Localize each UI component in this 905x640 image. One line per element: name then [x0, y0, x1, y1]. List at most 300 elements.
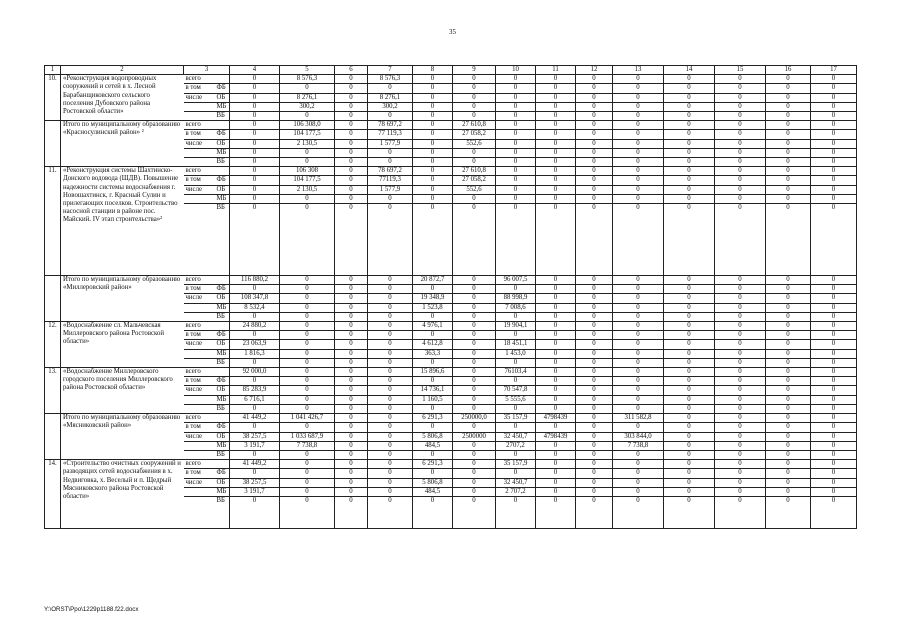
- source-label: всего: [184, 368, 215, 377]
- value-cell: 0: [230, 285, 280, 294]
- value-cell: 1 523,8: [413, 303, 453, 312]
- row-number: [45, 121, 61, 167]
- value-cell: 0: [496, 496, 536, 528]
- funding-source: [215, 167, 230, 176]
- value-cell: 0: [536, 450, 576, 459]
- value-cell: 0: [335, 130, 368, 139]
- value-cell: 0: [715, 130, 766, 139]
- value-cell: 0: [576, 349, 613, 358]
- value-cell: 0: [335, 441, 368, 450]
- value-cell: 0: [453, 276, 496, 285]
- value-cell: 0: [664, 102, 715, 111]
- value-cell: 0: [453, 322, 496, 331]
- value-cell: 0: [715, 469, 766, 478]
- value-cell: 0: [536, 130, 576, 139]
- value-cell: 0: [230, 148, 280, 157]
- value-cell: 0: [613, 368, 664, 377]
- value-cell: 0: [536, 358, 576, 367]
- funding-source: МБ: [215, 395, 230, 404]
- value-cell: 0: [496, 285, 536, 294]
- value-cell: 0: [536, 285, 576, 294]
- value-cell: 0: [811, 423, 857, 432]
- value-cell: 0: [715, 349, 766, 358]
- value-cell: 77 119,3: [368, 130, 413, 139]
- value-cell: 0: [664, 312, 715, 321]
- value-cell: 0: [811, 176, 857, 185]
- value-cell: 7 008,6: [496, 303, 536, 312]
- source-label: [184, 395, 215, 404]
- value-cell: 0: [576, 285, 613, 294]
- value-cell: 0: [335, 368, 368, 377]
- value-cell: 0: [766, 358, 811, 367]
- value-cell: 0: [453, 204, 496, 276]
- value-cell: 5 806,8: [413, 478, 453, 487]
- value-cell: 0: [664, 93, 715, 102]
- value-cell: 0: [811, 432, 857, 441]
- value-cell: 0: [664, 294, 715, 303]
- value-cell: 0: [230, 130, 280, 139]
- row-number: 10.: [45, 75, 61, 121]
- source-label: [184, 303, 215, 312]
- source-label: числе: [184, 386, 215, 395]
- funding-source: ФБ: [215, 423, 230, 432]
- value-cell: 4 612,8: [413, 340, 453, 349]
- value-cell: 0: [368, 349, 413, 358]
- row-number: 12.: [45, 322, 61, 368]
- value-cell: 0: [536, 368, 576, 377]
- value-cell: 0: [811, 322, 857, 331]
- value-cell: 0: [613, 487, 664, 496]
- value-cell: 0: [453, 194, 496, 203]
- value-cell: 0: [280, 285, 335, 294]
- value-cell: 0: [496, 158, 536, 167]
- value-cell: 0: [280, 460, 335, 469]
- value-cell: 0: [453, 368, 496, 377]
- value-cell: 6 291,3: [413, 460, 453, 469]
- value-cell: 484,5: [413, 441, 453, 450]
- value-cell: 106 308: [280, 167, 335, 176]
- value-cell: 0: [613, 331, 664, 340]
- value-cell: 0: [576, 194, 613, 203]
- funding-source: [215, 322, 230, 331]
- source-label: числе: [184, 139, 215, 148]
- value-cell: 0: [715, 340, 766, 349]
- source-label: [184, 404, 215, 413]
- source-label: всего: [184, 276, 215, 285]
- value-cell: 0: [715, 176, 766, 185]
- value-cell: 0: [664, 303, 715, 312]
- value-cell: 0: [811, 414, 857, 423]
- value-cell: 0: [576, 478, 613, 487]
- value-cell: 0: [496, 450, 536, 459]
- funding-source: ФБ: [215, 285, 230, 294]
- value-cell: 0: [664, 204, 715, 276]
- funding-source: ВБ: [215, 158, 230, 167]
- value-cell: 0: [664, 496, 715, 528]
- value-cell: 0: [576, 294, 613, 303]
- value-cell: 76103,4: [496, 368, 536, 377]
- value-cell: 0: [413, 469, 453, 478]
- funding-source: ФБ: [215, 176, 230, 185]
- value-cell: 0: [613, 303, 664, 312]
- header-cell: 5: [280, 66, 335, 75]
- value-cell: 106 308,0: [280, 121, 335, 130]
- value-cell: 0: [536, 487, 576, 496]
- header-cell: 3: [184, 66, 230, 75]
- value-cell: 0: [766, 148, 811, 157]
- value-cell: 0: [766, 285, 811, 294]
- value-cell: 0: [413, 176, 453, 185]
- value-cell: 1 816,3: [230, 349, 280, 358]
- funding-source: МБ: [215, 441, 230, 450]
- value-cell: 0: [613, 121, 664, 130]
- value-cell: 0: [453, 450, 496, 459]
- funding-source: ВБ: [215, 450, 230, 459]
- value-cell: 0: [811, 130, 857, 139]
- funding-source: ВБ: [215, 496, 230, 528]
- value-cell: 0: [335, 340, 368, 349]
- value-cell: 0: [576, 75, 613, 84]
- value-cell: 0: [811, 84, 857, 93]
- value-cell: 27 610,8: [453, 167, 496, 176]
- funding-source: [215, 75, 230, 84]
- value-cell: 0: [811, 139, 857, 148]
- funding-source: ВБ: [215, 358, 230, 367]
- value-cell: 0: [811, 167, 857, 176]
- value-cell: 0: [368, 84, 413, 93]
- value-cell: 0: [766, 303, 811, 312]
- value-cell: 0: [811, 112, 857, 121]
- value-cell: 0: [536, 102, 576, 111]
- table-row: [45, 121, 857, 130]
- value-cell: 0: [496, 469, 536, 478]
- header-cell: 14: [664, 66, 715, 75]
- value-cell: 0: [368, 414, 413, 423]
- value-cell: 0: [811, 75, 857, 84]
- value-cell: 0: [715, 460, 766, 469]
- value-cell: 0: [811, 158, 857, 167]
- header-cell: 1: [45, 66, 61, 75]
- funding-source: ФБ: [215, 130, 230, 139]
- value-cell: 1 453,0: [496, 349, 536, 358]
- value-cell: 0: [368, 395, 413, 404]
- value-cell: 0: [766, 414, 811, 423]
- value-cell: 0: [664, 368, 715, 377]
- funding-source: МБ: [215, 303, 230, 312]
- value-cell: 0: [536, 423, 576, 432]
- value-cell: 0: [576, 496, 613, 528]
- value-cell: 0: [335, 460, 368, 469]
- value-cell: 0: [368, 276, 413, 285]
- value-cell: 0: [230, 312, 280, 321]
- source-label: в том: [184, 130, 215, 139]
- value-cell: 0: [766, 487, 811, 496]
- funding-source: МБ: [215, 349, 230, 358]
- source-label: [184, 102, 215, 111]
- value-cell: 8 576,3: [280, 75, 335, 84]
- value-cell: 0: [811, 496, 857, 528]
- value-cell: 0: [335, 349, 368, 358]
- value-cell: 0: [715, 158, 766, 167]
- value-cell: 0: [536, 158, 576, 167]
- value-cell: 0: [766, 276, 811, 285]
- value-cell: 0: [368, 358, 413, 367]
- value-cell: 0: [280, 487, 335, 496]
- funding-source: ФБ: [215, 469, 230, 478]
- value-cell: 0: [576, 331, 613, 340]
- value-cell: 0: [335, 312, 368, 321]
- value-cell: 0: [413, 130, 453, 139]
- value-cell: 0: [715, 312, 766, 321]
- value-cell: 108 347,8: [230, 294, 280, 303]
- source-label: числе: [184, 185, 215, 194]
- value-cell: 0: [335, 185, 368, 194]
- value-cell: 0: [715, 331, 766, 340]
- value-cell: 0: [664, 185, 715, 194]
- value-cell: 0: [613, 93, 664, 102]
- value-cell: 0: [453, 303, 496, 312]
- source-label: всего: [184, 75, 215, 84]
- value-cell: 0: [715, 84, 766, 93]
- value-cell: 0: [536, 340, 576, 349]
- header-cell: 6: [335, 66, 368, 75]
- value-cell: 0: [715, 496, 766, 528]
- value-cell: 0: [453, 331, 496, 340]
- value-cell: 0: [811, 194, 857, 203]
- value-cell: 0: [413, 423, 453, 432]
- value-cell: 0: [664, 112, 715, 121]
- value-cell: 0: [453, 312, 496, 321]
- source-label: числе: [184, 432, 215, 441]
- value-cell: 0: [811, 349, 857, 358]
- funding-source: ОБ: [215, 386, 230, 395]
- value-cell: 0: [576, 139, 613, 148]
- value-cell: 8 276,1: [280, 93, 335, 102]
- value-cell: 0: [715, 386, 766, 395]
- value-cell: 0: [576, 487, 613, 496]
- value-cell: 85 283,9: [230, 386, 280, 395]
- value-cell: 0: [280, 340, 335, 349]
- value-cell: 0: [280, 386, 335, 395]
- value-cell: 0: [715, 167, 766, 176]
- value-cell: 0: [664, 139, 715, 148]
- value-cell: 0: [335, 276, 368, 285]
- value-cell: 0: [496, 423, 536, 432]
- table-row: [45, 276, 857, 285]
- value-cell: 0: [613, 294, 664, 303]
- value-cell: 0: [230, 469, 280, 478]
- funding-source: ФБ: [215, 377, 230, 386]
- value-cell: 0: [576, 368, 613, 377]
- value-cell: 0: [280, 303, 335, 312]
- value-cell: 0: [766, 93, 811, 102]
- value-cell: 104 177,5: [280, 130, 335, 139]
- value-cell: 0: [811, 368, 857, 377]
- value-cell: 0: [230, 121, 280, 130]
- value-cell: 0: [536, 395, 576, 404]
- value-cell: 0: [715, 294, 766, 303]
- funding-source: [215, 460, 230, 469]
- value-cell: 0: [536, 303, 576, 312]
- value-cell: 0: [496, 84, 536, 93]
- value-cell: 0: [280, 478, 335, 487]
- value-cell: 0: [368, 312, 413, 321]
- header-cell: 16: [766, 66, 811, 75]
- value-cell: 0: [664, 478, 715, 487]
- value-cell: 0: [613, 469, 664, 478]
- value-cell: 0: [811, 469, 857, 478]
- value-cell: 0: [335, 167, 368, 176]
- value-cell: 0: [766, 176, 811, 185]
- value-cell: 0: [811, 404, 857, 413]
- value-cell: 0: [335, 158, 368, 167]
- value-cell: 0: [335, 75, 368, 84]
- value-cell: 0: [536, 441, 576, 450]
- value-cell: 0: [766, 167, 811, 176]
- value-cell: 0: [664, 167, 715, 176]
- table-row: [45, 322, 857, 331]
- source-label: всего: [184, 121, 215, 130]
- value-cell: 0: [766, 432, 811, 441]
- value-cell: 7 738,8: [613, 441, 664, 450]
- value-cell: 0: [335, 386, 368, 395]
- value-cell: 0: [576, 276, 613, 285]
- value-cell: 0: [280, 395, 335, 404]
- value-cell: 0: [613, 194, 664, 203]
- value-cell: 0: [715, 276, 766, 285]
- value-cell: 0: [613, 340, 664, 349]
- value-cell: 0: [413, 112, 453, 121]
- value-cell: 0: [335, 176, 368, 185]
- value-cell: 0: [335, 322, 368, 331]
- funding-source: ОБ: [215, 294, 230, 303]
- source-label: в том: [184, 285, 215, 294]
- value-cell: 0: [368, 194, 413, 203]
- value-cell: 0: [368, 487, 413, 496]
- value-cell: 92 000,0: [230, 368, 280, 377]
- value-cell: 0: [613, 450, 664, 459]
- value-cell: 0: [664, 414, 715, 423]
- value-cell: 0: [664, 276, 715, 285]
- value-cell: 0: [715, 204, 766, 276]
- source-label: [184, 312, 215, 321]
- value-cell: 0: [576, 469, 613, 478]
- value-cell: 0: [230, 185, 280, 194]
- value-cell: 0: [230, 84, 280, 93]
- value-cell: 0: [766, 204, 811, 276]
- value-cell: 0: [664, 158, 715, 167]
- value-cell: 0: [335, 450, 368, 459]
- value-cell: 0: [811, 204, 857, 276]
- value-cell: 0: [811, 450, 857, 459]
- value-cell: 0: [766, 294, 811, 303]
- value-cell: 19 348,9: [413, 294, 453, 303]
- value-cell: 0: [496, 194, 536, 203]
- value-cell: 1 577,9: [368, 185, 413, 194]
- value-cell: 0: [715, 450, 766, 459]
- value-cell: 0: [664, 404, 715, 413]
- value-cell: 363,3: [413, 349, 453, 358]
- value-cell: 0: [766, 496, 811, 528]
- value-cell: 1 041 426,7: [280, 414, 335, 423]
- value-cell: 2500000: [453, 432, 496, 441]
- value-cell: 0: [766, 102, 811, 111]
- value-cell: 6 716,1: [230, 395, 280, 404]
- funding-source: [215, 414, 230, 423]
- value-cell: 0: [453, 340, 496, 349]
- value-cell: 0: [715, 414, 766, 423]
- value-cell: 20 872,7: [413, 276, 453, 285]
- value-cell: 0: [280, 368, 335, 377]
- value-cell: 0: [811, 185, 857, 194]
- value-cell: 0: [453, 102, 496, 111]
- row-number: [45, 414, 61, 460]
- source-label: в том: [184, 331, 215, 340]
- value-cell: 0: [613, 185, 664, 194]
- value-cell: 0: [496, 130, 536, 139]
- value-cell: 3 191,7: [230, 487, 280, 496]
- value-cell: 35 157,9: [496, 460, 536, 469]
- source-label: числе: [184, 478, 215, 487]
- value-cell: 0: [536, 478, 576, 487]
- funding-source: ВБ: [215, 404, 230, 413]
- funding-source: [215, 121, 230, 130]
- value-cell: 0: [576, 460, 613, 469]
- value-cell: 0: [664, 75, 715, 84]
- source-label: в том: [184, 423, 215, 432]
- value-cell: 0: [766, 121, 811, 130]
- value-cell: 0: [766, 84, 811, 93]
- value-cell: 0: [613, 460, 664, 469]
- header-cell: 2: [61, 66, 184, 75]
- value-cell: 0: [413, 93, 453, 102]
- measure-name: «Реконструкция водопроводных сооружений и сетей в х. Лесной Барабанщиковского сельского поселения Дубовского района Ростовской области»: [61, 75, 184, 121]
- value-cell: 0: [413, 496, 453, 528]
- value-cell: 0: [536, 148, 576, 157]
- header-cell: 12: [576, 66, 613, 75]
- value-cell: 0: [664, 121, 715, 130]
- value-cell: 0: [613, 167, 664, 176]
- value-cell: 0: [536, 460, 576, 469]
- value-cell: 0: [368, 377, 413, 386]
- value-cell: 0: [613, 478, 664, 487]
- value-cell: 0: [368, 450, 413, 459]
- source-label: [184, 158, 215, 167]
- value-cell: 0: [368, 285, 413, 294]
- value-cell: 0: [811, 331, 857, 340]
- value-cell: 0: [453, 285, 496, 294]
- value-cell: 0: [280, 322, 335, 331]
- value-cell: 552,6: [453, 139, 496, 148]
- value-cell: 0: [766, 194, 811, 203]
- value-cell: 0: [280, 84, 335, 93]
- value-cell: 0: [576, 404, 613, 413]
- value-cell: 0: [613, 395, 664, 404]
- value-cell: 0: [613, 204, 664, 276]
- value-cell: 0: [811, 358, 857, 367]
- table-row: [45, 414, 857, 423]
- value-cell: 0: [335, 487, 368, 496]
- value-cell: 0: [496, 112, 536, 121]
- value-cell: 0: [811, 460, 857, 469]
- value-cell: 0: [230, 139, 280, 148]
- header-cell: 9: [453, 66, 496, 75]
- funding-source: ВБ: [215, 312, 230, 321]
- value-cell: 300,2: [368, 102, 413, 111]
- value-cell: 0: [715, 139, 766, 148]
- value-cell: 0: [230, 331, 280, 340]
- value-cell: 78 697,2: [368, 121, 413, 130]
